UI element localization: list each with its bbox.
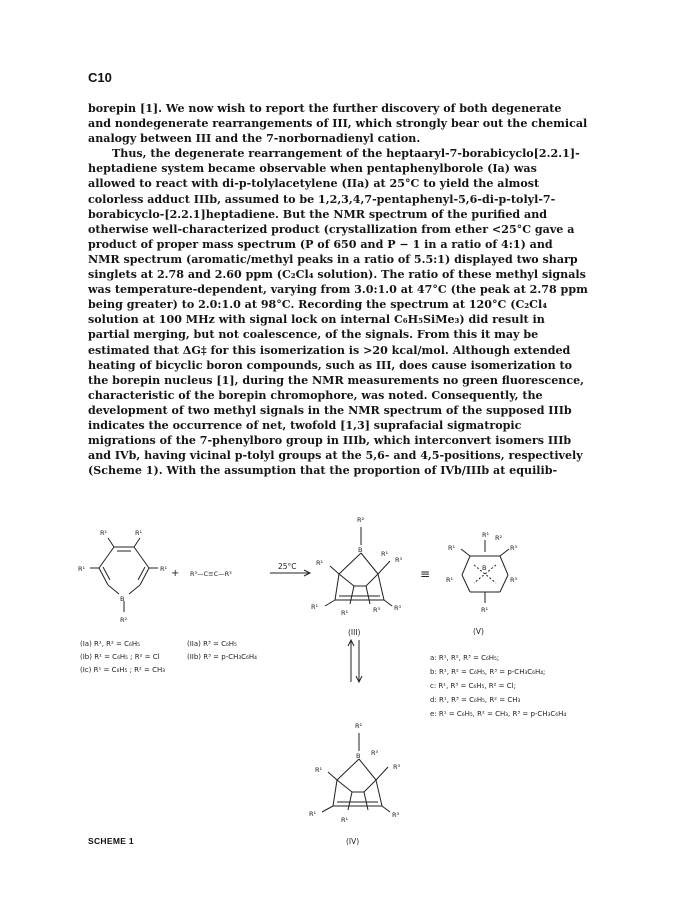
substituent-label: R³ (510, 576, 518, 584)
paragraph: borepin [1]. We now wish to report the further discovery of both degenerate and nondegenerate rearrangements of III, which strongly bear out the chemical analogy between III and the 7-norbornadienyl cation. (88, 102, 588, 146)
bicyclic-structure-III (325, 527, 392, 606)
substituent-label: R¹ (341, 816, 349, 824)
substituent-label: R² (355, 722, 363, 730)
substituent-label: R² (495, 534, 503, 542)
substituent-label: R³ (371, 749, 379, 757)
substituent-label: R¹ (341, 609, 349, 617)
substituent-label: R¹ (481, 606, 489, 614)
legend-line: (IIb) R³ = p-CH₃C₆H₄ (187, 653, 257, 661)
substituent-label: R² (120, 616, 128, 624)
page-number: C10 (88, 70, 112, 85)
legend-line: d: R¹, R³ = C₆H₅, R² = CH₃ (430, 696, 521, 704)
equivalence-sign: ≡ (420, 567, 431, 581)
substituent-label: R¹ (309, 810, 317, 818)
substituent-label: R¹ (135, 529, 143, 537)
substituent-label: R¹ (381, 550, 389, 558)
compound-label-V: (V) (473, 627, 484, 636)
substituent-label: R¹ (482, 531, 490, 539)
substituent-label: R² (357, 516, 365, 524)
substituent-label: R³ (394, 604, 402, 612)
substituent-label: R³ (393, 763, 401, 771)
boron-atom: B (358, 546, 363, 554)
boron-atom: B (482, 564, 487, 572)
plus-sign: + (171, 568, 180, 579)
compound-label-IV: (IV) (346, 837, 360, 846)
substituent-label: R¹ (316, 559, 324, 567)
substituent-label: R¹ (448, 544, 456, 552)
boron-atom: B (356, 752, 361, 760)
legend-line: (Ic) R¹ = C₆H₅ ; R² = CH₃ (80, 666, 166, 674)
reagent-formula: R³—C≡C—R³ (190, 570, 232, 578)
compound-label-III: (III) (348, 628, 361, 637)
substituent-label: R³ (392, 811, 400, 819)
equilibrium-arrows (348, 640, 362, 682)
substituent-label: R³ (510, 544, 518, 552)
paragraph: Thus, the degenerate rearrangement of the heptaaryl-7-borabicyclo[2.2.1]-heptadiene system became observable when pentaphenylborole (Ia) was allowed to react with di-p-tolylacetylene (IIa) at 25°C to yield the almost colorless adduct IIIb, assumed to be 1,2,3,4,7-pentaphenyl-5,6-di-p-tolyl-7-borabicyclo-[2.2.1]heptadiene. But the NMR spectrum of the purified and otherwise well-characterized product (crystallization from ether <25°C gave a product of proper mass spectrum (P of 650 and P − 1 in a ratio of 4:1) and NMR spectrum (aromatic/methyl peaks in a ratio of 5.5:1) displayed two sharp singlets at 2.78 and 2.60 ppm (C₂Cl₄ solution). The ratio of these methyl signals was temperature-dependent, varying from 3.0:1.0 at 47°C (the peak at 2.78 ppm being greater) to 2.0:1.0 at 98°C. Recording the spectrum at 120°C (C₂Cl₄ solution at 100 MHz with signal lock on internal C₆H₅SiMe₃) did result in partial merging, but not coalescence, of the signals. From this it may be estimated that ΔG‡ for this isomerization is >20 kcal/mol. Although extended heating of bicyclic boron compounds, such as III, does cause isomerization to the borepin nucleus [1], during the NMR measurements no green fluorescence, characteristic of the borepin chromophore, was noted. Consequently, the development of two methyl signals in the NMR spectrum of the supposed IIIb indicates the occurrence of net, twofold [1,3] suprafacial sigmatropic migrations of the 7-phenylboro group in IIIb, which interconvert isomers IIIb and IVb, having vicinal p-tolyl groups at the 5,6- and 4,5-positions, respectively (Scheme 1). With the assumption that the proportion of IVb/IIIb at equilib- (88, 147, 588, 478)
legend-line: (IIa) R³ = C₆H₅ (187, 640, 237, 648)
legend-line: a: R¹, R², R³ = C₆H₅; (430, 654, 500, 662)
legend-line: (Ib) R¹ = C₆H₅ ; R² = Cl (80, 653, 160, 661)
legend-line: e: R¹ = C₆H₅, R² = CH₃, R³ = p-CH₃C₆H₄ (430, 710, 567, 718)
substituent-label: R³ (395, 556, 403, 564)
boron-atom: B (120, 595, 125, 603)
substituent-label: R³ (373, 606, 381, 614)
scheme-caption: SCHEME 1 (88, 836, 134, 846)
substituent-label: R¹ (100, 529, 108, 537)
reaction-conditions: 25°C (278, 562, 297, 571)
substituent-label: R¹ (446, 576, 454, 584)
legend-line: c: R¹, R³ = C₆H₅, R² = Cl; (430, 682, 516, 690)
substituent-label: R¹ (160, 565, 168, 573)
substituent-label: R¹ (315, 766, 323, 774)
legend-line: (Ia) R¹, R² = C₆H₅ (80, 640, 140, 648)
legend-line: b: R¹, R² = C₆H₅, R³ = p-CH₃C₆H₄; (430, 668, 546, 676)
substituent-label: R¹ (311, 603, 319, 611)
bicyclic-structure-IV (322, 733, 390, 812)
substituent-label: R¹ (78, 565, 86, 573)
